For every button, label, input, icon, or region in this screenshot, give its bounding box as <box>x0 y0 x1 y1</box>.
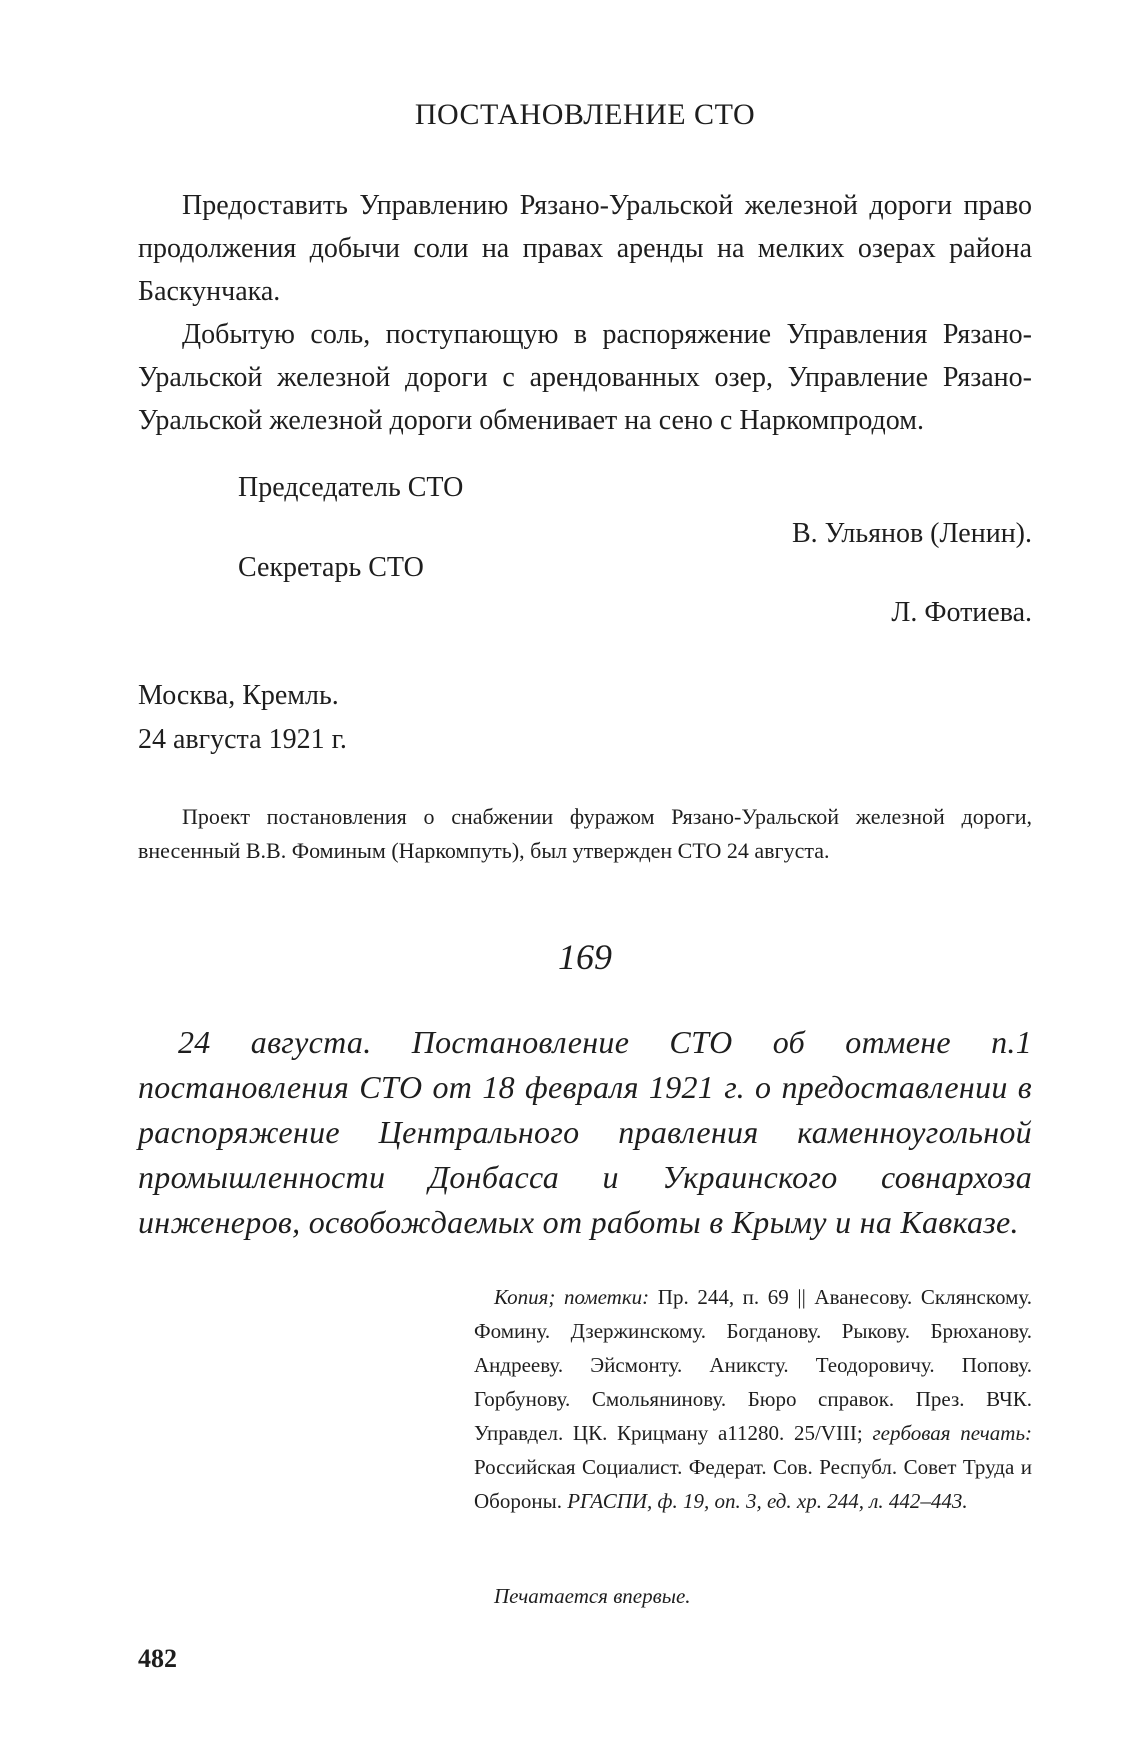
place-line: Москва, Кремль. <box>138 680 339 711</box>
document-title: 24 августа. Постановление СТО об отмене п.1 постановления СТО от 18 февраля 1921 г. о предоставлении в распоряжение Центрального правления каменноугольной промышленности Донбасса и Украинского совнархоза инженеров, освобождаемых от работы в Крыму и на Кавказе. <box>138 1024 1032 1240</box>
source-marks: Пр. 244, п. 69 || Аванесову. Склянскому. Фомину. Дзержинскому. Богданову. Рыкову. Брюханову. Андрееву. Эйсмонту. Аниксту. Теодоровичу. Попову. Горбунову. Смольянинову. Бюро справок. През. ВЧК. Управдел. ЦК. Крицману а11280. 25/VIII; <box>474 1285 1033 1445</box>
source-note <box>474 1280 1032 1518</box>
paragraph-2: Добытую соль, поступающую в распоряжение Управления Рязано-Уральской железной дороги с арендованных озер, Управление Рязано-Уральской железной дороги обменивает на сено с Наркомпродом. <box>138 319 1032 436</box>
printed-first-note: Печатается впервые. <box>494 1584 691 1608</box>
source-copy-label: Копия; пометки: <box>494 1285 650 1309</box>
signature-role-secretary: Секретарь СТО <box>238 552 424 583</box>
date-line: 24 августа 1921 г. <box>138 724 347 755</box>
source-seal-text: Российская Социалист. Федерат. Сов. Республ. Совет Труда и Обороны. <box>474 1455 1032 1513</box>
signature-name-chairman: В. Ульянов (Ленин). <box>792 518 1032 549</box>
source-archive: РГАСПИ, ф. 19, оп. 3, ед. хр. 244, л. 442–443. <box>567 1489 968 1513</box>
document-number: 169 <box>558 937 612 977</box>
page-heading: ПОСТАНОВЛЕНИЕ СТО <box>414 98 756 131</box>
editorial-note: Проект постановления о снабжении фуражом Рязано-Уральской железной дороги, внесенный В.В. Фоминым (Наркомпуть), был утвержден СТО 24 августа. <box>138 804 1032 863</box>
paragraph-1: Предоставить Управлению Рязано-Уральской железной дороги право продолжения добычи соли на правах аренды на мелких озерах района Баскунчака. <box>138 190 1032 307</box>
document-page <box>138 0 1032 1760</box>
source-seal-label: гербовая печать: <box>872 1421 1033 1445</box>
page-number: 482 <box>138 1644 177 1673</box>
signature-role-chairman: Председатель СТО <box>238 472 464 503</box>
signature-name-secretary: Л. Фотиева. <box>891 597 1032 628</box>
